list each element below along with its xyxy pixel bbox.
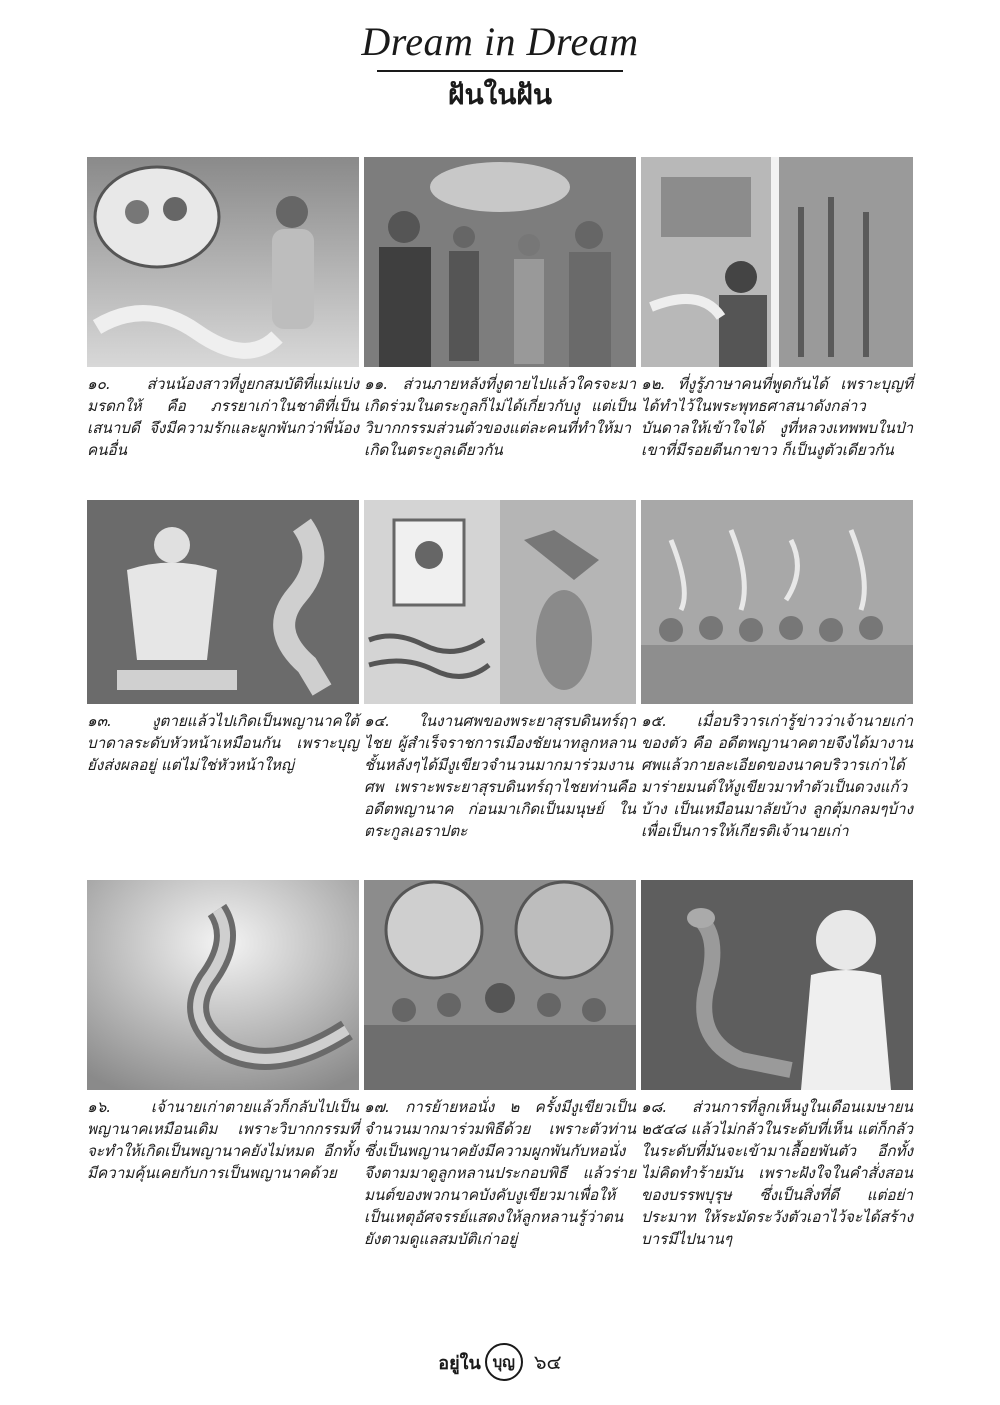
panel-illustration (87, 500, 359, 704)
panel-illustration (641, 157, 913, 367)
panel-15 (641, 500, 913, 842)
panel-12 (641, 157, 913, 461)
panel-10 (87, 157, 359, 461)
page-header (0, 18, 1000, 112)
panel-caption: ๑๑. ส่วนภายหลังที่งูตายไปแล้วใครจะมาเกิดร่วมในตระกูลก็ไม่ได้เกี่ยวกับงู แต่เป็นวิบากกรรมส่วนตัวของแต่ละคนที่ทำให้มาเกิดในตระกูลเดียวกัน (364, 375, 636, 459)
logo-circle: บุญ (485, 1343, 523, 1381)
panel-caption: ๑๗. การย้ายหอนั่ง ๒ ครั้งมีงูเขียวเป็นจำนวนมากมาร่วมพิธีด้วย เพราะตัวท่านซึ่งเป็นพญานาคยังมีความผูกพันกับหอนั่ง จึงตามมาดูลูกหลานประกอบพิธี แล้วร่ายมนต์ของพวกนาคบังคับงูเขียวมาเพื่อให้เป็นเหตุอัศจรรย์แสดงให้ลูกหลานรู้ว่าตนยังตามดูแลสมบัติเก่าอยู่ (364, 1098, 636, 1248)
panel-caption: ๑๒. ที่งูรู้ภาษาคนที่พูดกันได้ เพราะบุญที่ได้ทำไว้ในพระพุทธศาสนาดังกล่าวบันดาลให้เข้าใจได้ งูที่หลวงเทพพบในป่าเขาที่มีรอยตีนกาขาว ก็เป็นงูตัวเดียวกัน (641, 375, 913, 459)
panel-caption: ๑๐. ส่วนน้องสาวที่งูยกสมบัติที่แม่แบ่งมรดกให้ คือ ภรรยาเก่าในชาติที่เป็นเสนาบดี จึงมีความรักและผูกพันกว่าพี่น้องคนอื่น (87, 375, 359, 459)
panel-11 (364, 157, 636, 461)
panel-illustration (364, 880, 636, 1090)
title-thai: ฝันในฝัน (448, 78, 552, 111)
page-number: ๖๔ (533, 1350, 562, 1374)
panel-caption: ๑๕. เมื่อบริวารเก่ารู้ข่าวว่าเจ้านายเก่าของตัว คือ อดีตพญานาคตายจึงได้มางานศพแล้วกายละเอียดของนาคบริวารเก่าได้มาร่ายมนต์ให้งูเขียวมาทำตัวเป็นดวงแก้วบ้าง เป็นเหมือนมาลัยบ้าง ลูกตุ้มกลมๆบ้าง เพื่อเป็นการให้เกียรติเจ้านายเก่า (641, 712, 913, 840)
panel-caption: ๑๓. งูตายแล้วไปเกิดเป็นพญานาคใต้บาดาลระดับหัวหน้าเหมือนกัน เพราะบุญยังส่งผลอยู่ แต่ไม่ใช่หัวหน้าใหญ่ (87, 712, 359, 774)
panel-illustration (87, 880, 359, 1090)
panel-caption: ๑๘. ส่วนการที่ลูกเห็นงูในเดือนเมษายน ๒๕๔๘ แล้วไม่กลัวในระดับที่เห็น แต่ก็กลัวในระดับที่มันจะเข้ามาเลื้อยพันตัว อีกทั้งไม่คิดทำร้ายมัน เพราะฝังใจในคำสั่งสอนของบรรพบุรุษ ซึ่งเป็นสิ่งที่ดี แต่อย่าประมาท ให้ระมัดระวังตัวเอาไว้จะได้สร้างบารมีไปนานๆ (641, 1098, 913, 1248)
panel-14 (364, 500, 636, 842)
panel-caption: ๑๔. ในงานศพของพระยาสุรบดินทร์ฤาไชย ผู้สำเร็จราชการเมืองชัยนาทลูกหลานชั้นหลังๆได้มีงูเขียวจำนวนมากมาร่วมงานศพ เพราะพระยาสุรบดินทร์ฤาไชยท่านคืออดีตพญานาค ก่อนมาเกิดเป็นมนุษย์ ในตระกูลเอราปตะ (364, 712, 636, 840)
panel-17 (364, 880, 636, 1250)
panel-16 (87, 880, 359, 1184)
panel-illustration (641, 880, 913, 1090)
title-english: Dream in Dream (361, 19, 639, 64)
publication-logo (438, 1343, 522, 1381)
title-underline (377, 70, 623, 72)
logo-word: อยู่ใน (438, 1352, 481, 1374)
page-footer (0, 1343, 1000, 1381)
panel-illustration (364, 500, 636, 704)
panel-illustration (364, 157, 636, 367)
panel-caption: ๑๖. เจ้านายเก่าตายแล้วก็กลับไปเป็นพญานาคเหมือนเดิม เพราะวิบากกรรมที่จะทำให้เกิดเป็นพญานาคยังไม่หมด อีกทั้งมีความคุ้นเคยกับการเป็นพญานาคด้วย (87, 1098, 359, 1182)
panel-illustration (641, 500, 913, 704)
panel-18 (641, 880, 913, 1250)
panel-13 (87, 500, 359, 776)
panel-illustration (87, 157, 359, 367)
